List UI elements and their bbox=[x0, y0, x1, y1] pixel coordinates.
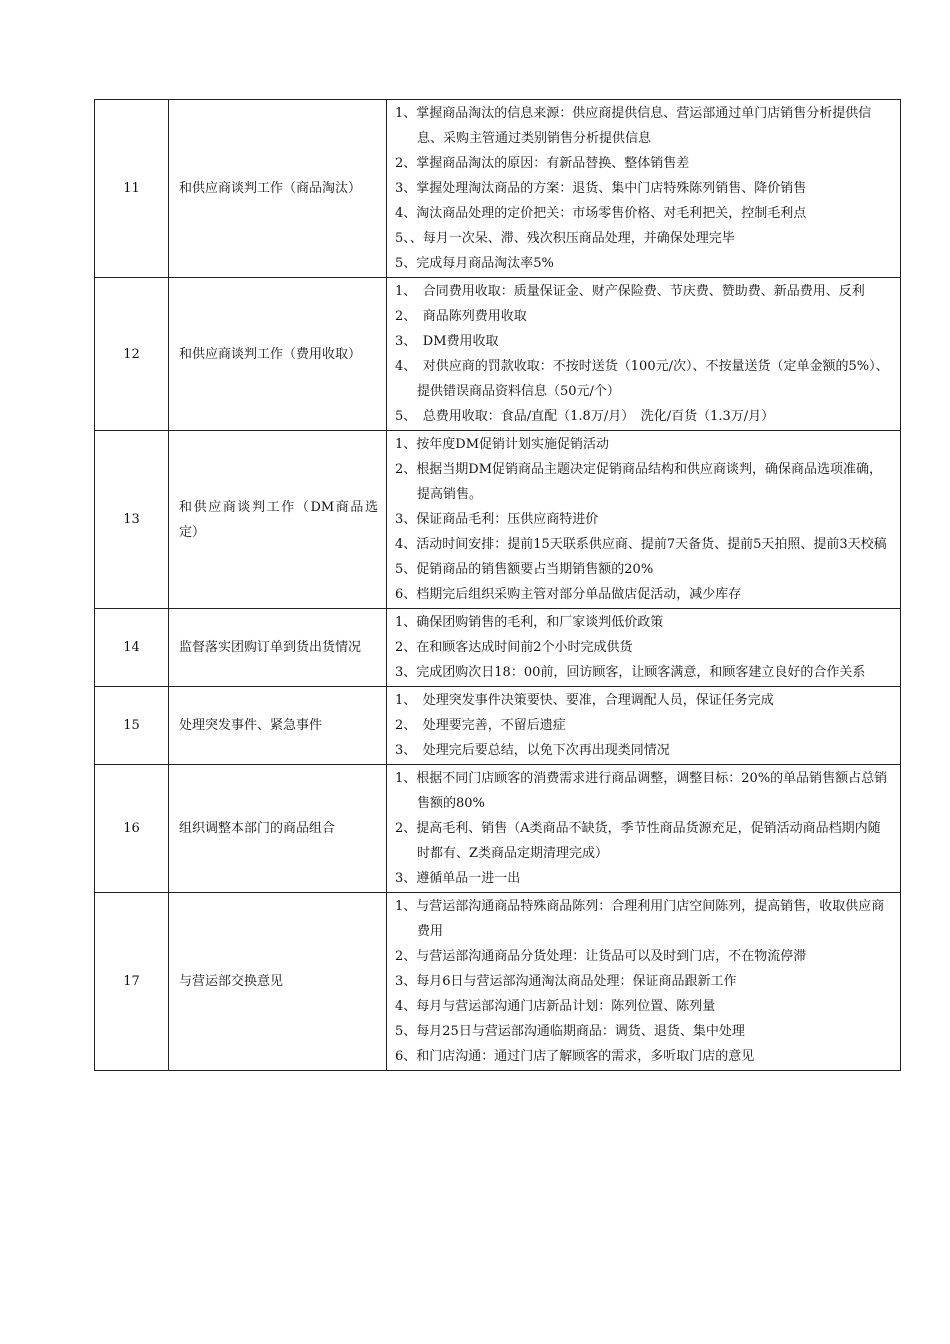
task-details bbox=[387, 687, 901, 765]
list-item: 5、促销商品的销售额要占当期销售额的20% bbox=[395, 562, 654, 577]
list-item: 2、 商品陈列费用收取 bbox=[395, 309, 527, 324]
list-item: 2、掌握商品淘汰的原因：有新品替换、整体销售差 bbox=[395, 156, 690, 171]
list-item: 4、活动时间安排：提前15天联系供应商、提前7天备货、提前5天拍照、提前3天校稿 bbox=[395, 537, 887, 552]
task-title: 监督落实团购订单到货出货情况 bbox=[169, 609, 387, 687]
list-item: 5、 总费用收取：食品/直配（1.8万/月） 洗化/百货（1.3万/月） bbox=[395, 409, 775, 424]
row-number: 14 bbox=[95, 609, 169, 687]
list-item: 1、确保团购销售的毛利，和厂家谈判低价政策 bbox=[395, 615, 664, 630]
table-row bbox=[95, 278, 901, 431]
list-item: 2、根据当期DM促销商品主题决定促销商品结构和供应商谈判，确保商品选项准确，提高销售。 bbox=[395, 462, 883, 502]
task-details bbox=[387, 893, 901, 1071]
task-details bbox=[387, 431, 901, 609]
list-item: 3、完成团购次日18：00前，回访顾客，让顾客满意，和顾客建立良好的合作关系 bbox=[395, 665, 866, 680]
list-item: 5、每月25日与营运部沟通临期商品：调货、退货、集中处理 bbox=[395, 1024, 745, 1039]
list-item: 4、每月与营运部沟通门店新品计划：陈列位置、陈列量 bbox=[395, 999, 716, 1014]
task-title: 和供应商谈判工作（费用收取） bbox=[169, 278, 387, 431]
task-details bbox=[387, 609, 901, 687]
task-title: 组织调整本部门的商品组合 bbox=[169, 765, 387, 893]
task-title: 处理突发事件、紧急事件 bbox=[169, 687, 387, 765]
list-item: 1、 合同费用收取：质量保证金、财产保险费、节庆费、赞助费、新品费用、反利 bbox=[395, 284, 865, 299]
list-item: 2、与营运部沟通商品分货处理：让货品可以及时到门店，不在物流停滞 bbox=[395, 949, 807, 964]
task-title: 和供应商谈判工作（商品淘汰） bbox=[169, 100, 387, 278]
list-item: 2、 处理要完善，不留后遗症 bbox=[395, 718, 566, 733]
list-item: 1、掌握商品淘汰的信息来源：供应商提供信息、营运部通过单门店销售分析提供信息、采购主管通过类别销售分析提供信息 bbox=[395, 106, 872, 146]
list-item: 4、淘汰商品处理的定价把关：市场零售价格、对毛利把关，控制毛利点 bbox=[395, 206, 807, 221]
list-item: 1、按年度DM促销计划实施促销活动 bbox=[395, 437, 610, 452]
list-item: 3、 DM费用收取 bbox=[395, 334, 499, 349]
table-row bbox=[95, 893, 901, 1071]
list-item: 6、档期完后组织采购主管对部分单品做店促活动，减少库存 bbox=[395, 587, 742, 602]
list-item: 3、每月6日与营运部沟通淘汰商品处理：保证商品跟新工作 bbox=[395, 974, 737, 989]
row-number: 17 bbox=[95, 893, 169, 1071]
list-item: 3、遵循单品一进一出 bbox=[395, 871, 521, 886]
list-item: 1、根据不同门店顾客的消费需求进行商品调整，调整目标：20%的单品销售额占总销售额的80% bbox=[395, 771, 888, 811]
list-item: 6、和门店沟通：通过门店了解顾客的需求，多听取门店的意见 bbox=[395, 1049, 755, 1064]
list-item: 5、完成每月商品淘汰率5% bbox=[395, 256, 554, 271]
task-details bbox=[387, 765, 901, 893]
task-details bbox=[387, 278, 901, 431]
row-number: 11 bbox=[95, 100, 169, 278]
row-number: 12 bbox=[95, 278, 169, 431]
task-title: 与营运部交换意见 bbox=[169, 893, 387, 1071]
list-item: 2、提高毛利、销售（A类商品不缺货，季节性商品货源充足，促销活动商品档期内随时都有、Z类商品定期清理完成） bbox=[395, 821, 881, 861]
table-row bbox=[95, 687, 901, 765]
row-number: 13 bbox=[95, 431, 169, 609]
table-row bbox=[95, 100, 901, 278]
list-item: 1、与营运部沟通商品特殊商品陈列：合理利用门店空间陈列，提高销售，收取供应商费用 bbox=[395, 899, 885, 939]
table-row bbox=[95, 765, 901, 893]
list-item: 1、 处理突发事件决策要快、要准，合理调配人员，保证任务完成 bbox=[395, 693, 774, 708]
row-number: 15 bbox=[95, 687, 169, 765]
list-item: 5、、每月一次呆、滞、残次积压商品处理，并确保处理完毕 bbox=[395, 231, 735, 246]
task-title: 和供应商谈判工作（DM商品选定） bbox=[169, 431, 387, 609]
row-number: 16 bbox=[95, 765, 169, 893]
list-item: 3、保证商品毛利：压供应商特进价 bbox=[395, 512, 599, 527]
list-item: 3、 处理完后要总结，以免下次再出现类同情况 bbox=[395, 743, 670, 758]
table-row bbox=[95, 609, 901, 687]
task-details bbox=[387, 100, 901, 278]
table-row bbox=[95, 431, 901, 609]
list-item: 3、掌握处理淘汰商品的方案：退货、集中门店特殊陈列销售、降价销售 bbox=[395, 181, 807, 196]
list-item: 2、在和顾客达成时间前2个小时完成供货 bbox=[395, 640, 633, 655]
responsibility-table bbox=[94, 99, 901, 1071]
list-item: 4、 对供应商的罚款收取：不按时送货（100元/次）、不按量送货（定单金额的5%）、提供错误商品资料信息（50元/个） bbox=[395, 359, 889, 399]
